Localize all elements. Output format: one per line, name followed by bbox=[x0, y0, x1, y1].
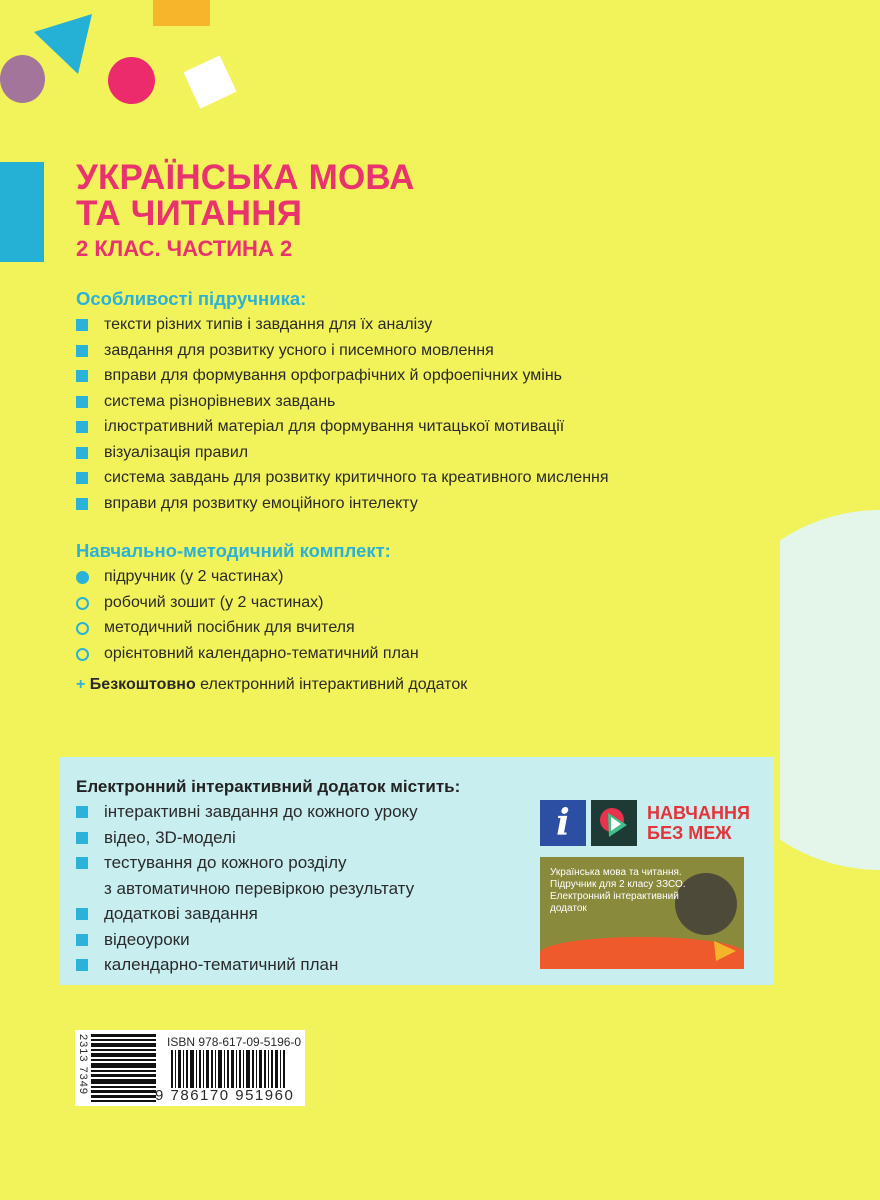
plus-icon: + bbox=[76, 676, 86, 693]
preview-line: Підручник для 2 класу ЗЗСО. bbox=[550, 879, 686, 890]
isbn-barcode bbox=[75, 1030, 305, 1106]
list-item-continued: з автоматичною перевіркою результату bbox=[104, 878, 415, 898]
list-item: підручник (у 2 частинах) bbox=[76, 564, 467, 590]
play-logo-icon bbox=[591, 800, 637, 846]
list-item: робочий зошит (у 2 частинах) bbox=[76, 590, 467, 616]
isbn-text: ISBN 978-617-09-5196-0 bbox=[167, 1035, 302, 1049]
book-title bbox=[76, 160, 415, 232]
bonus-line bbox=[76, 676, 467, 694]
info-logo-icon: i bbox=[540, 800, 586, 846]
logo-line-1: НАВЧАННЯ bbox=[647, 803, 750, 823]
kit-heading: Навчально-методичний комплект: bbox=[76, 540, 391, 561]
logo-text bbox=[647, 803, 750, 843]
pink-circle-shape bbox=[108, 57, 155, 104]
barcode-digits: 9 786170 951960 bbox=[155, 1087, 295, 1104]
list-item: інтерактивні завдання до кожного уроку bbox=[76, 799, 460, 825]
list-item: система різнорівневих завдань bbox=[76, 389, 609, 415]
list-item: система завдань для розвитку критичного та креативного мислення bbox=[76, 465, 609, 491]
list-item: відео, 3D-моделі bbox=[76, 825, 460, 851]
addon-preview-image bbox=[540, 857, 744, 969]
white-diamond-shape bbox=[183, 55, 236, 108]
main-bars bbox=[171, 1050, 301, 1088]
features-list bbox=[76, 312, 609, 516]
kit-section bbox=[76, 540, 467, 694]
addon-section bbox=[76, 777, 460, 978]
list-item: орієнтовний календарно-тематичний план bbox=[76, 641, 467, 667]
preview-line: додаток bbox=[550, 903, 587, 914]
preview-line: Українська мова та читання. bbox=[550, 867, 682, 878]
list-item: тексти різних типів і завдання для їх аналізу bbox=[76, 312, 609, 338]
title-line-2: ТА ЧИТАННЯ bbox=[76, 194, 303, 233]
list-item: ілюстративний матеріал для формування читацької мотивації bbox=[76, 414, 609, 440]
title-line-1: УКРАЇНСЬКА МОВА bbox=[76, 158, 415, 197]
list-item: додаткові завдання bbox=[76, 901, 460, 927]
features-section bbox=[76, 288, 609, 516]
list-item: завдання для розвитку усного і писемного мовлення bbox=[76, 338, 609, 364]
side-bars bbox=[91, 1034, 156, 1102]
features-heading: Особливості підручника: bbox=[76, 288, 307, 309]
blue-bar-shape bbox=[0, 162, 44, 262]
addon-list bbox=[76, 799, 460, 978]
pale-circle-shape bbox=[780, 510, 880, 870]
list-item: тестування до кожного розділу bbox=[76, 850, 460, 876]
list-item: візуалізація правил bbox=[76, 440, 609, 466]
logo-line-2: БЕЗ МЕЖ bbox=[647, 823, 732, 843]
addon-heading: Електронний інтерактивний додаток містить: bbox=[76, 777, 461, 796]
purple-circle-shape bbox=[0, 55, 45, 103]
list-item: відеоуроки bbox=[76, 927, 460, 953]
list-item: методичний посібник для вчителя bbox=[76, 615, 467, 641]
side-code: 2313 7349 bbox=[77, 1034, 89, 1095]
bonus-bold: Безкоштовно bbox=[89, 676, 196, 693]
orange-square-shape bbox=[153, 0, 210, 26]
list-item: вправи для розвитку емоційного інтелекту bbox=[76, 491, 609, 517]
preview-line: Електронний інтерактивний bbox=[550, 891, 679, 902]
bonus-text: електронний інтерактивний додаток bbox=[195, 676, 468, 693]
kit-list bbox=[76, 564, 467, 666]
book-subtitle: 2 КЛАС. ЧАСТИНА 2 bbox=[76, 236, 293, 261]
list-item: календарно-тематичний план bbox=[76, 952, 460, 978]
list-item: вправи для формування орфографічних й орфоепічних умінь bbox=[76, 363, 609, 389]
preview-title bbox=[550, 867, 686, 915]
